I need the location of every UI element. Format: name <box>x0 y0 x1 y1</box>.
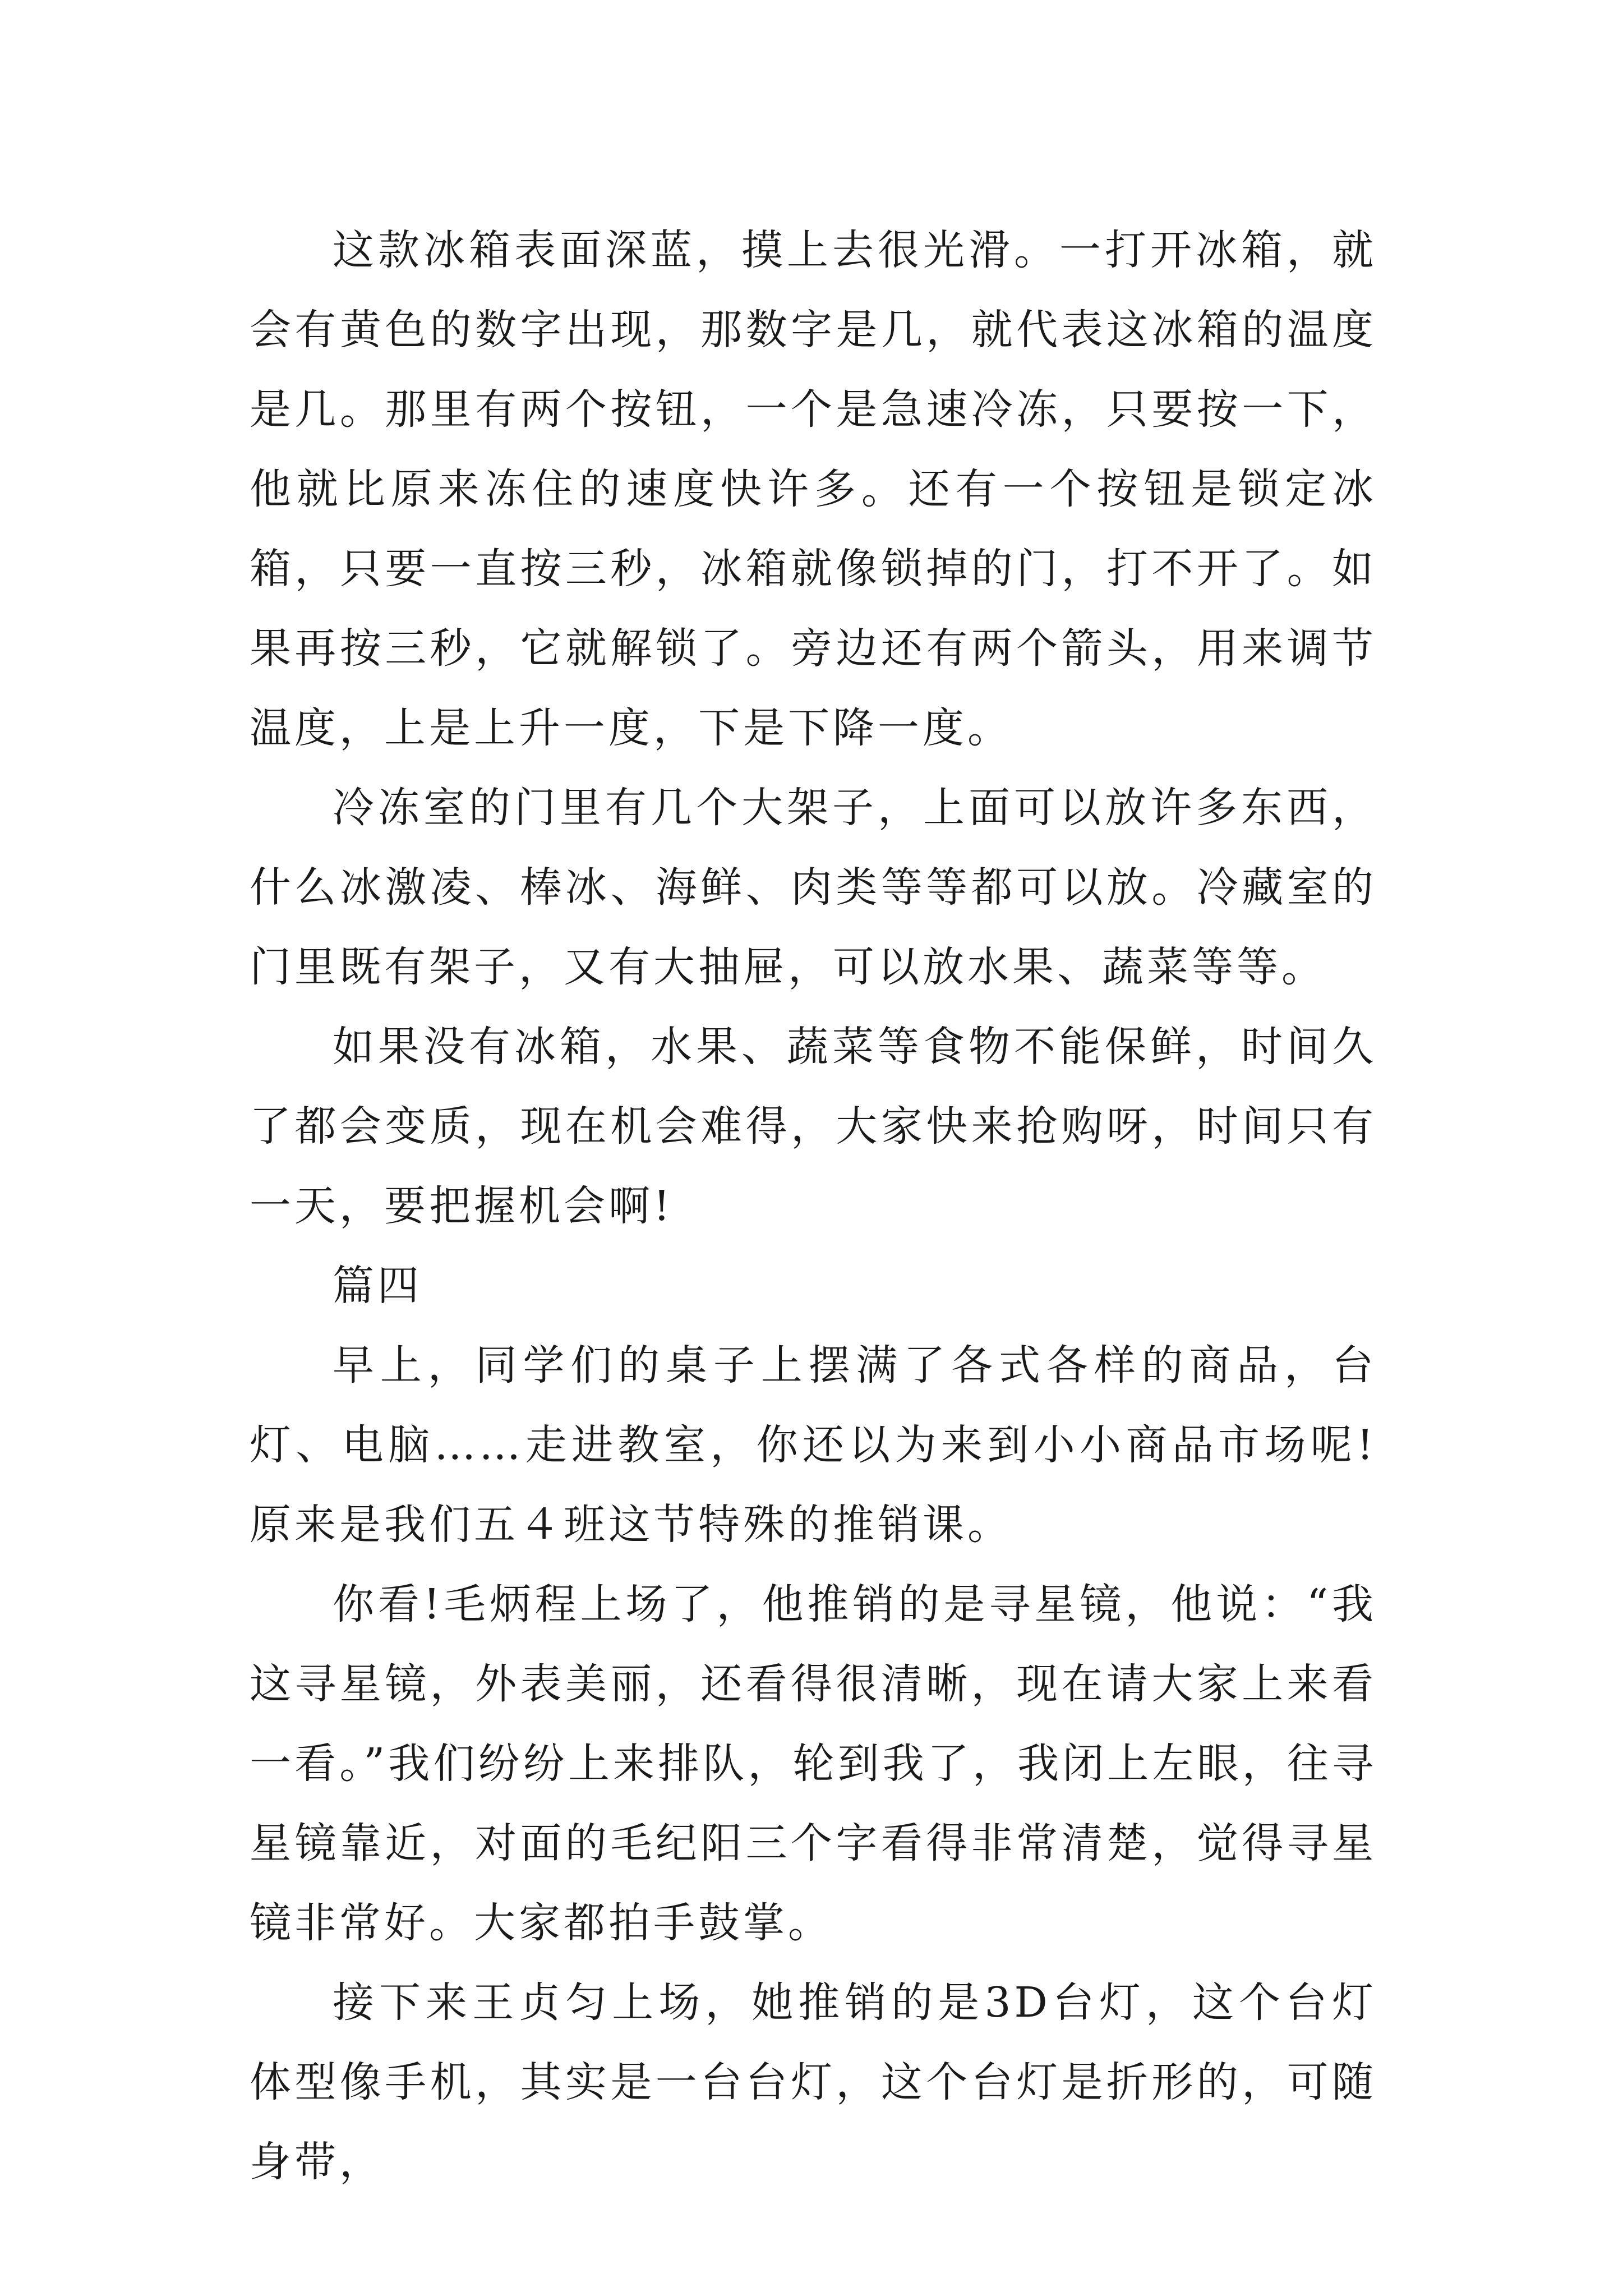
paragraph-classroom-intro: 早上，同学们的桌子上摆满了各式各样的商品，台灯、电脑……走进教室，你还以为来到小小商品市场呢!原来是我们五４班这节特殊的推销课。 <box>250 1341 1377 1549</box>
paragraph-refrigerator-appeal: 如果没有冰箱，水果、蔬菜等食物不能保鲜，时间久了都会变质，现在机会难得，大家快来抢购呀，时间只有一天，要把握机会啊! <box>250 1023 1377 1230</box>
paragraph-refrigerator-features: 这款冰箱表面深蓝，摸上去很光滑。一打开冰箱，就会有黄色的数字出现，那数字是几，就代表这冰箱的温度是几。那里有两个按钮，一个是急速冷冻，只要按一下，他就比原来冻住的速度快许多。还有一个按钮是锁定冰箱，只要一直按三秒，冰箱就像锁掉的门，打不开了。如果再按三秒，它就解锁了。旁边还有两个箭头，用来调节温度，上是上升一度，下是下降一度。 <box>250 226 1377 752</box>
paragraph-lamp-pitch: 接下来王贞匀上场，她推销的是3D台灯，这个台灯体型像手机，其实是一台台灯，这个台灯是折形的，可随身带， <box>250 1978 1377 2186</box>
section-heading: 篇四 <box>333 1262 422 1310</box>
paragraph-telescope-pitch: 你看!毛炳程上场了，他推销的是寻星镜，他说：“我这寻星镜，外表美丽，还看得很清晰，现在请大家上来看一看。”我们纷纷上来排队，轮到我了，我闭上左眼，往寻星镜靠近，对面的毛纪阳三个字看得非常清楚，觉得寻星镜非常好。大家都拍手鼓掌。 <box>250 1580 1377 1947</box>
paragraph-refrigerator-storage: 冷冻室的门里有几个大架子，上面可以放许多东西，什么冰激凌、棒冰、海鲜、肉类等等都可以放。冷藏室的门里既有架子，又有大抽屉，可以放水果、蔬菜等等。 <box>250 784 1377 991</box>
document-body <box>250 210 1377 2202</box>
